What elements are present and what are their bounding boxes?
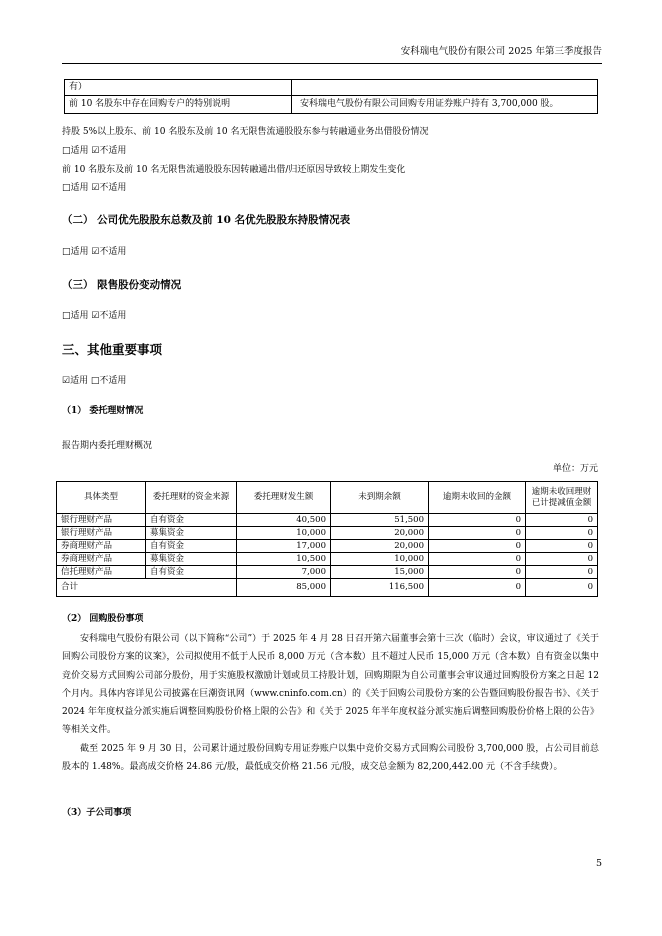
table-row	[57, 540, 598, 553]
table-cell: 0	[429, 566, 526, 579]
table-cell: 40,500	[237, 514, 331, 527]
table-cell: 银行理财产品	[57, 514, 146, 527]
shareholder-note-table	[64, 79, 598, 114]
table-cell: 券商理财产品	[57, 553, 146, 566]
buyback-description	[62, 630, 599, 776]
table-header-cell: 具体类型	[57, 482, 146, 514]
table-cell: 10,000	[237, 527, 331, 540]
table-cell	[292, 80, 598, 96]
section-preferred-shares-title: （二） 公司优先股股东总数及前 10 名优先股股东持股情况表	[62, 214, 351, 226]
table-cell: 20,000	[331, 527, 429, 540]
table-cell: 0	[526, 514, 598, 527]
lending-info-line: 持股 5%以上股东、前 10 名股东及前 10 名无限售流通股股东参与转融通业务出借股份情况	[62, 127, 429, 137]
table-cell: 0	[429, 540, 526, 553]
buyback-paragraph-2: 截至 2025 年 9 月 30 日，公司累计通过股份回购专用证券账户以集中竞价交易方式回购公司股份 3,700,000 股，占公司目前总股本的 1.48%。最高成交价格 24.86 元/股，最低成交价格 21.56 元/股，成交总金额为 82,200,442.00 元（不含手续费）。	[62, 743, 599, 773]
table-cell: 20,000	[331, 540, 429, 553]
page-number: 5	[595, 858, 602, 869]
wealth-management-description: 报告期内委托理财概况	[62, 441, 153, 451]
table-cell: 116,500	[331, 579, 429, 597]
table-cell: 85,000	[237, 579, 331, 597]
table-cell: 自有资金	[146, 566, 237, 579]
table-cell: 10,000	[331, 553, 429, 566]
table-row	[65, 96, 598, 114]
table-row	[65, 80, 598, 96]
table-cell: 信托理财产品	[57, 566, 146, 579]
subsection-wealth-management-title: （1） 委托理财情况	[62, 406, 144, 416]
table-cell: 自有资金	[146, 514, 237, 527]
table-cell: 0	[526, 527, 598, 540]
table-cell: 0	[429, 527, 526, 540]
table-cell: 0	[526, 566, 598, 579]
report-header-title: 安科瑞电气股份有限公司 2025 年第三季度报告	[400, 46, 602, 57]
table-cell: 合计	[57, 579, 237, 597]
table-cell: 募集资金	[146, 553, 237, 566]
subsection-buyback-title: （2） 回购股份事项	[62, 614, 144, 624]
table-cell: 前 10 名股东中存在回购专户的特别说明	[65, 96, 292, 114]
table-cell: 募集资金	[146, 527, 237, 540]
table-cell: 0	[429, 514, 526, 527]
table-header-cell: 委托理财发生额	[237, 482, 331, 514]
subsection-subsidiary-title: （3）子公司事项	[62, 808, 132, 818]
lending-change-line: 前 10 名股东及前 10 名无限售流通股股东因转融通出借/归还原因导致较上期发生变化	[62, 165, 406, 175]
table-row	[57, 566, 598, 579]
lending-info-options: □适用 ☑不适用	[62, 146, 127, 156]
table-total-row	[57, 579, 598, 597]
unit-label: 单位：万元	[552, 464, 598, 474]
table-cell: 券商理财产品	[57, 540, 146, 553]
section-other-matters-options: ☑适用 □不适用	[62, 376, 127, 386]
table-cell: 0	[429, 579, 526, 597]
table-cell: 有）	[65, 80, 292, 96]
section-restricted-shares-title: （三） 限售股份变动情况	[62, 279, 182, 291]
buyback-paragraph-1: 安科瑞电气股份有限公司（以下简称“公司”）于 2025 年 4 月 28 日召开第六届董事会第十三次（临时）会议，审议通过了《关于回购公司股份方案的议案》，公司拟使用不低于人民币 8,000 万元（含本数）且不超过人民币 15,000 万元（含本数）自有资金以集中竞价交易方式回购公司部分股份，用于实施股权激励计划或员工持股计划，回购期限为自公司董事会审议通过回购股份方案之日起 12 个月内。具体内容详见公司披露在巨潮资讯网（www.cninfo.com.cn）的《关于回购公司股份方案的公告暨回购股份报告书》、《关于 2024 年年度权益分派实施后调整回购股份价格上限的公告》和《关于 2025 年半年度权益分派实施后调整回购股份价格上限的公告》等相关文件。	[62, 634, 599, 736]
table-row	[57, 553, 598, 566]
table-row	[57, 514, 598, 527]
section-restricted-shares-options: □适用 ☑不适用	[62, 311, 127, 321]
table-header-cell: 逾期未收回理财已计提减值金额	[526, 482, 598, 514]
table-cell: 15,000	[331, 566, 429, 579]
wealth-management-table	[56, 481, 598, 597]
table-cell: 51,500	[331, 514, 429, 527]
table-header-cell: 逾期未收回的金额	[429, 482, 526, 514]
table-cell: 0	[526, 579, 598, 597]
table-header-cell: 委托理财的资金来源	[146, 482, 237, 514]
table-cell: 0	[526, 553, 598, 566]
table-cell: 7,000	[237, 566, 331, 579]
table-cell: 银行理财产品	[57, 527, 146, 540]
section-preferred-shares-options: □适用 ☑不适用	[62, 247, 127, 257]
table-header-row	[57, 482, 598, 514]
table-cell: 安科瑞电气股份有限公司回购专用证券账户持有 3,700,000 股。	[292, 96, 598, 114]
header-divider	[62, 63, 602, 64]
table-cell: 0	[429, 553, 526, 566]
table-cell: 17,000	[237, 540, 331, 553]
table-cell: 10,500	[237, 553, 331, 566]
table-cell: 0	[526, 540, 598, 553]
lending-change-options: □适用 ☑不适用	[62, 183, 127, 193]
table-row	[57, 527, 598, 540]
table-header-cell: 未到期余额	[331, 482, 429, 514]
table-cell: 自有资金	[146, 540, 237, 553]
section-other-matters-title: 三、其他重要事项	[62, 342, 163, 357]
